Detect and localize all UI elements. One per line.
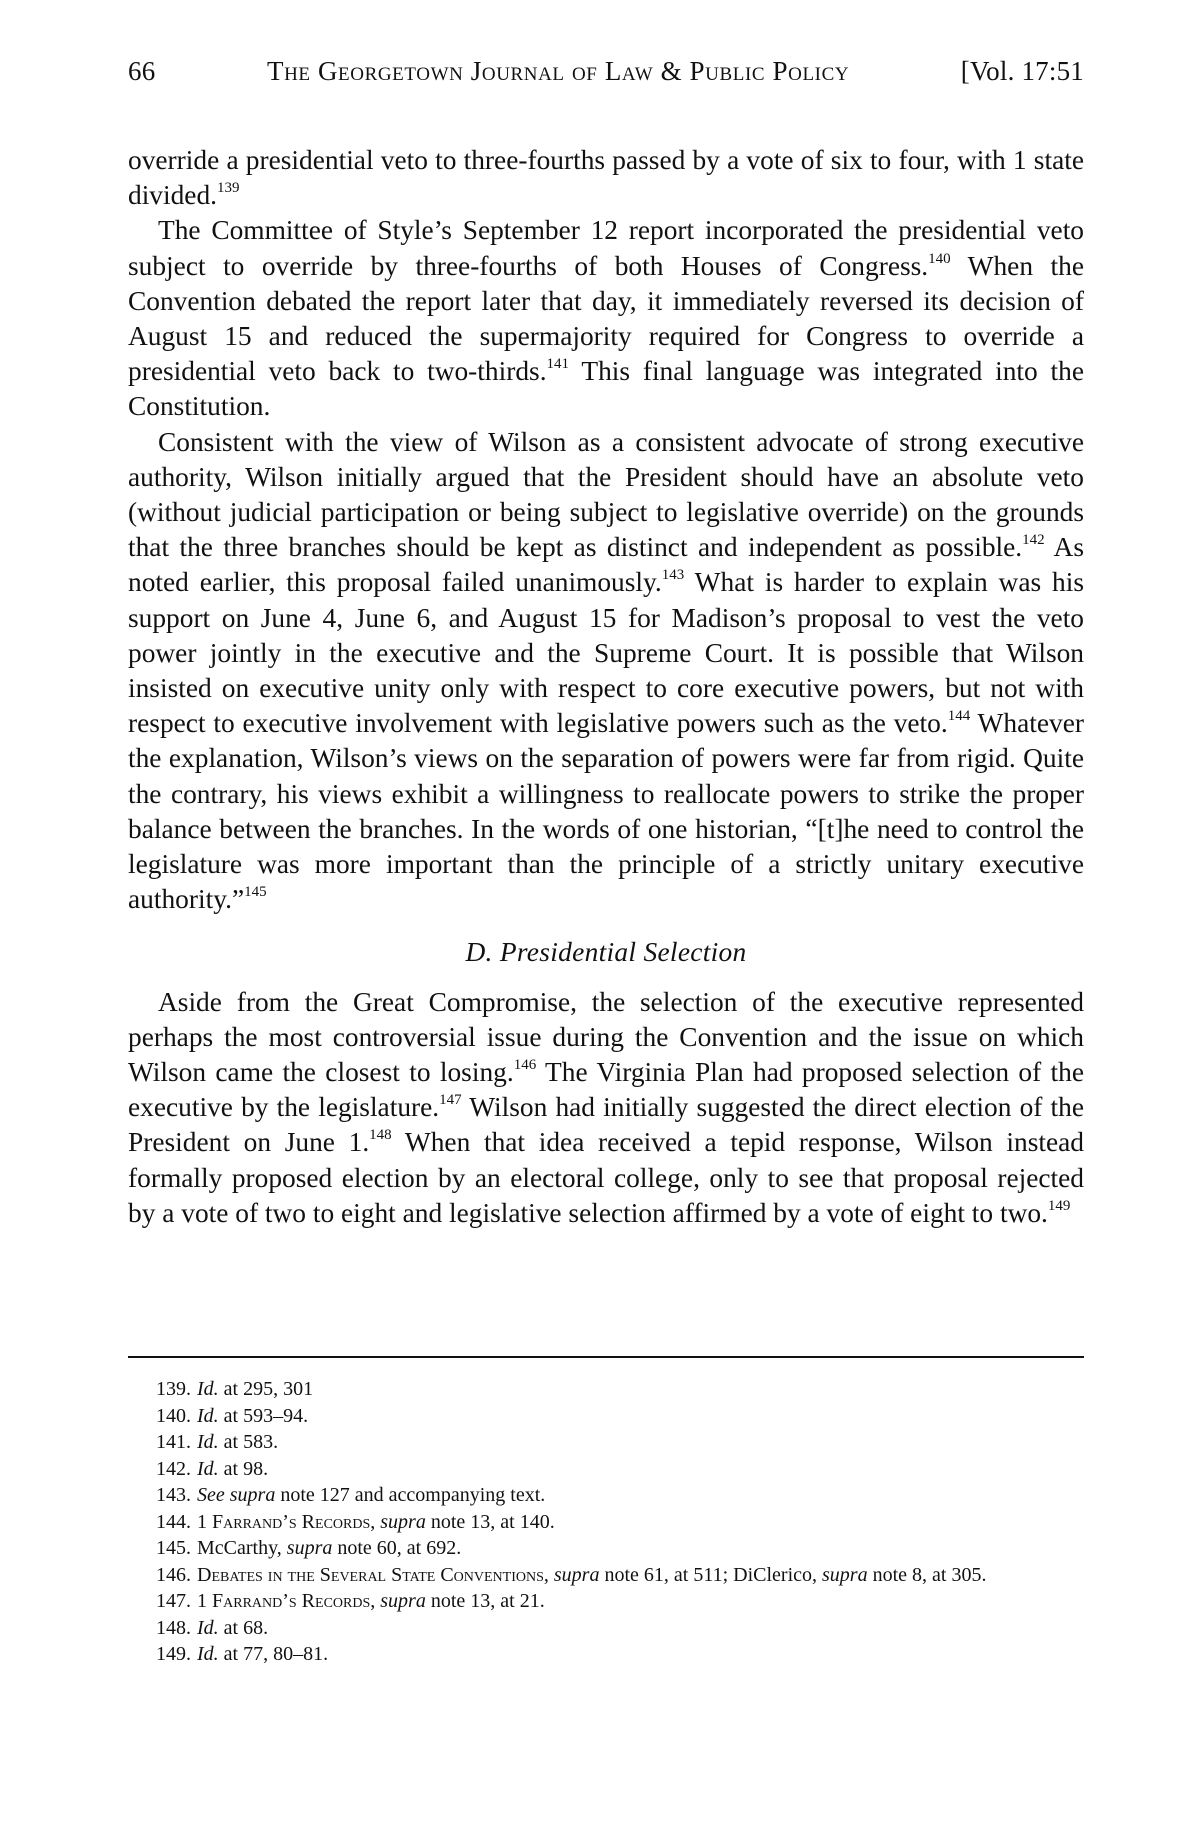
citation-text: 1 (197, 1510, 212, 1533)
text-run: When the Convention debated the report later that day, it immediately reversed its decision of August 15 and reduced the supermajority required for Congress to override a presidential veto back to two-thirds. (128, 250, 1084, 387)
footnote-ref[interactable]: 144 (947, 708, 971, 725)
citation-signal: supra (553, 1563, 600, 1586)
citation-signal: supra (822, 1563, 868, 1586)
citation-signal: Id. (197, 1378, 219, 1400)
footnote-ref[interactable]: 149 (1047, 1197, 1071, 1214)
source-title: Debates in the Several State Conventions (197, 1563, 544, 1586)
citation-signal: Id. (197, 1616, 219, 1639)
footnote-divider (128, 1356, 1084, 1358)
citation-text: note 60, at 692. (332, 1537, 462, 1559)
citation-signal: Id. (197, 1404, 219, 1427)
footnote (128, 1376, 1084, 1403)
text-run: As noted earlier, this proposal failed unanimously. (128, 532, 1084, 598)
footnote-number: 143. (156, 1484, 191, 1506)
text-run: What is harder to explain was his support on June 4, June 6, and August 15 for Madison’s proposal to vest the veto power jointly in the executive and the Supreme Court. It is possible that Wilson insisted on executive unity only with respect to core executive powers, but not with respect to executive involvement with legislative powers such as the veto. (128, 567, 1084, 739)
citation-text: McCarthy, (197, 1537, 287, 1559)
citation-signal: supra (286, 1537, 333, 1559)
footnote (128, 1403, 1084, 1430)
citation-text: at 77, 80–81. (218, 1643, 329, 1665)
citation-signal: supra (380, 1590, 426, 1612)
footnote-ref[interactable]: 146 (513, 1057, 537, 1074)
text-run: The Committee of Style’s September 12 report incorporated the presidential veto subject to override by three-fourths of both Houses of Congress. (128, 215, 1084, 281)
footnote-number: 148. (156, 1616, 191, 1639)
citation-signal: Id. (197, 1643, 219, 1665)
citation-text: , (370, 1510, 381, 1533)
journal-title: The Georgetown Journal of Law & Public Policy (266, 56, 850, 86)
citation-text: at 583. (218, 1431, 279, 1453)
citation-signal: Id. (197, 1457, 219, 1480)
footnote-number: 147. (156, 1590, 191, 1612)
citation-text: at 295, 301 (218, 1378, 314, 1400)
footnote-number: 145. (156, 1537, 191, 1559)
source-title: Farrand’s Records (212, 1510, 371, 1533)
text-run: Wilson had initially suggested the direct election of the President on June 1. (128, 1092, 1084, 1158)
footnote-number: 139. (156, 1378, 191, 1400)
footnote (128, 1429, 1084, 1456)
footnote (128, 1456, 1084, 1483)
footnote (128, 1509, 1084, 1536)
volume-citation: [Vol. 17:51 (960, 56, 1084, 86)
text-run: override a presidential veto to three-fourths passed by a vote of six to four, with 1 state divided. (128, 145, 1084, 211)
footnote-ref[interactable]: 148 (369, 1127, 392, 1144)
footnote (128, 1562, 1084, 1589)
footnote-ref[interactable]: 141 (546, 356, 570, 373)
paragraph (128, 143, 1084, 213)
footnote-number: 140. (156, 1404, 191, 1427)
text-run: Aside from the Great Compromise, the selection of the executive represented perhaps the most controversial issue during the Convention and the issue on which Wilson came the closest to losing. (128, 986, 1084, 1088)
citation-text: 1 (197, 1590, 212, 1612)
citation-text: note 13, at 21. (425, 1590, 545, 1612)
citation-text: at 593–94. (218, 1404, 309, 1427)
text-run: Whatever the explanation, Wilson’s views on the separation of powers were far from rigid. Quite the contrary, his views exhibit a willingness to reallocate powers to strike the proper balance between the branches. In the words of one historian, “[t]he need to control the legislature was more important than the principle of a strictly unitary executive authority.” (128, 708, 1084, 915)
citation-text: note 61, at 511; DiClerico, (599, 1563, 823, 1586)
text-run: This final language was integrated into the Constitution. (128, 356, 1084, 422)
footnote-number: 141. (156, 1431, 191, 1453)
citation-signal: See supra (197, 1484, 276, 1506)
footnote (128, 1641, 1084, 1668)
footnote-number: 149. (156, 1643, 191, 1665)
citation-text: at 98. (218, 1457, 269, 1480)
citation-text: at 68. (218, 1616, 269, 1639)
body-text (128, 143, 1084, 1231)
citation-signal: Id. (197, 1431, 219, 1453)
footnote (128, 1615, 1084, 1642)
text-run: The Virginia Plan had proposed selection of the executive by the legislature. (128, 1057, 1085, 1123)
paragraph (128, 425, 1084, 918)
paragraph (128, 213, 1084, 424)
footnote-ref[interactable]: 147 (439, 1092, 462, 1109)
footnote-number: 144. (156, 1510, 191, 1533)
footnote-ref[interactable]: 142 (1022, 532, 1045, 549)
citation-text: note 8, at 305. (867, 1563, 987, 1586)
text-run: Consistent with the view of Wilson as a consistent advocate of strong executive authority, Wilson initially argued that the President should have an absolute veto (without judicial participation or being subject to legislative override) on the grounds that the three branches should be kept as distinct and independent as possible. (128, 426, 1084, 563)
footnote-ref[interactable]: 145 (244, 884, 267, 901)
footnote-number: 142. (156, 1457, 191, 1480)
citation-text: , (543, 1563, 554, 1586)
text-run: When that idea received a tepid response, Wilson instead formally proposed election by an electoral college, only to see that proposal rejected by a vote of two to eight and legislative selection affirmed by a vote of eight to two. (128, 1127, 1084, 1228)
footnote-number: 146. (156, 1563, 191, 1586)
footnotes (128, 1376, 1084, 1668)
footnote (128, 1482, 1084, 1509)
section-heading: D. Presidential Selection (465, 937, 747, 968)
citation-text: , (370, 1590, 381, 1612)
footnote (128, 1588, 1084, 1615)
citation-signal: supra (380, 1510, 426, 1533)
citation-text: note 127 and accompanying text. (275, 1484, 546, 1506)
running-head (128, 56, 1084, 87)
footnote-ref[interactable]: 140 (928, 250, 951, 267)
footnote (128, 1535, 1084, 1562)
source-title: Farrand’s Records (212, 1590, 371, 1612)
footnote-ref[interactable]: 143 (661, 567, 685, 584)
citation-text: note 13, at 140. (425, 1510, 555, 1533)
page-number: 66 (128, 56, 156, 86)
paragraph (128, 985, 1084, 1231)
footnote-ref[interactable]: 139 (217, 180, 240, 197)
